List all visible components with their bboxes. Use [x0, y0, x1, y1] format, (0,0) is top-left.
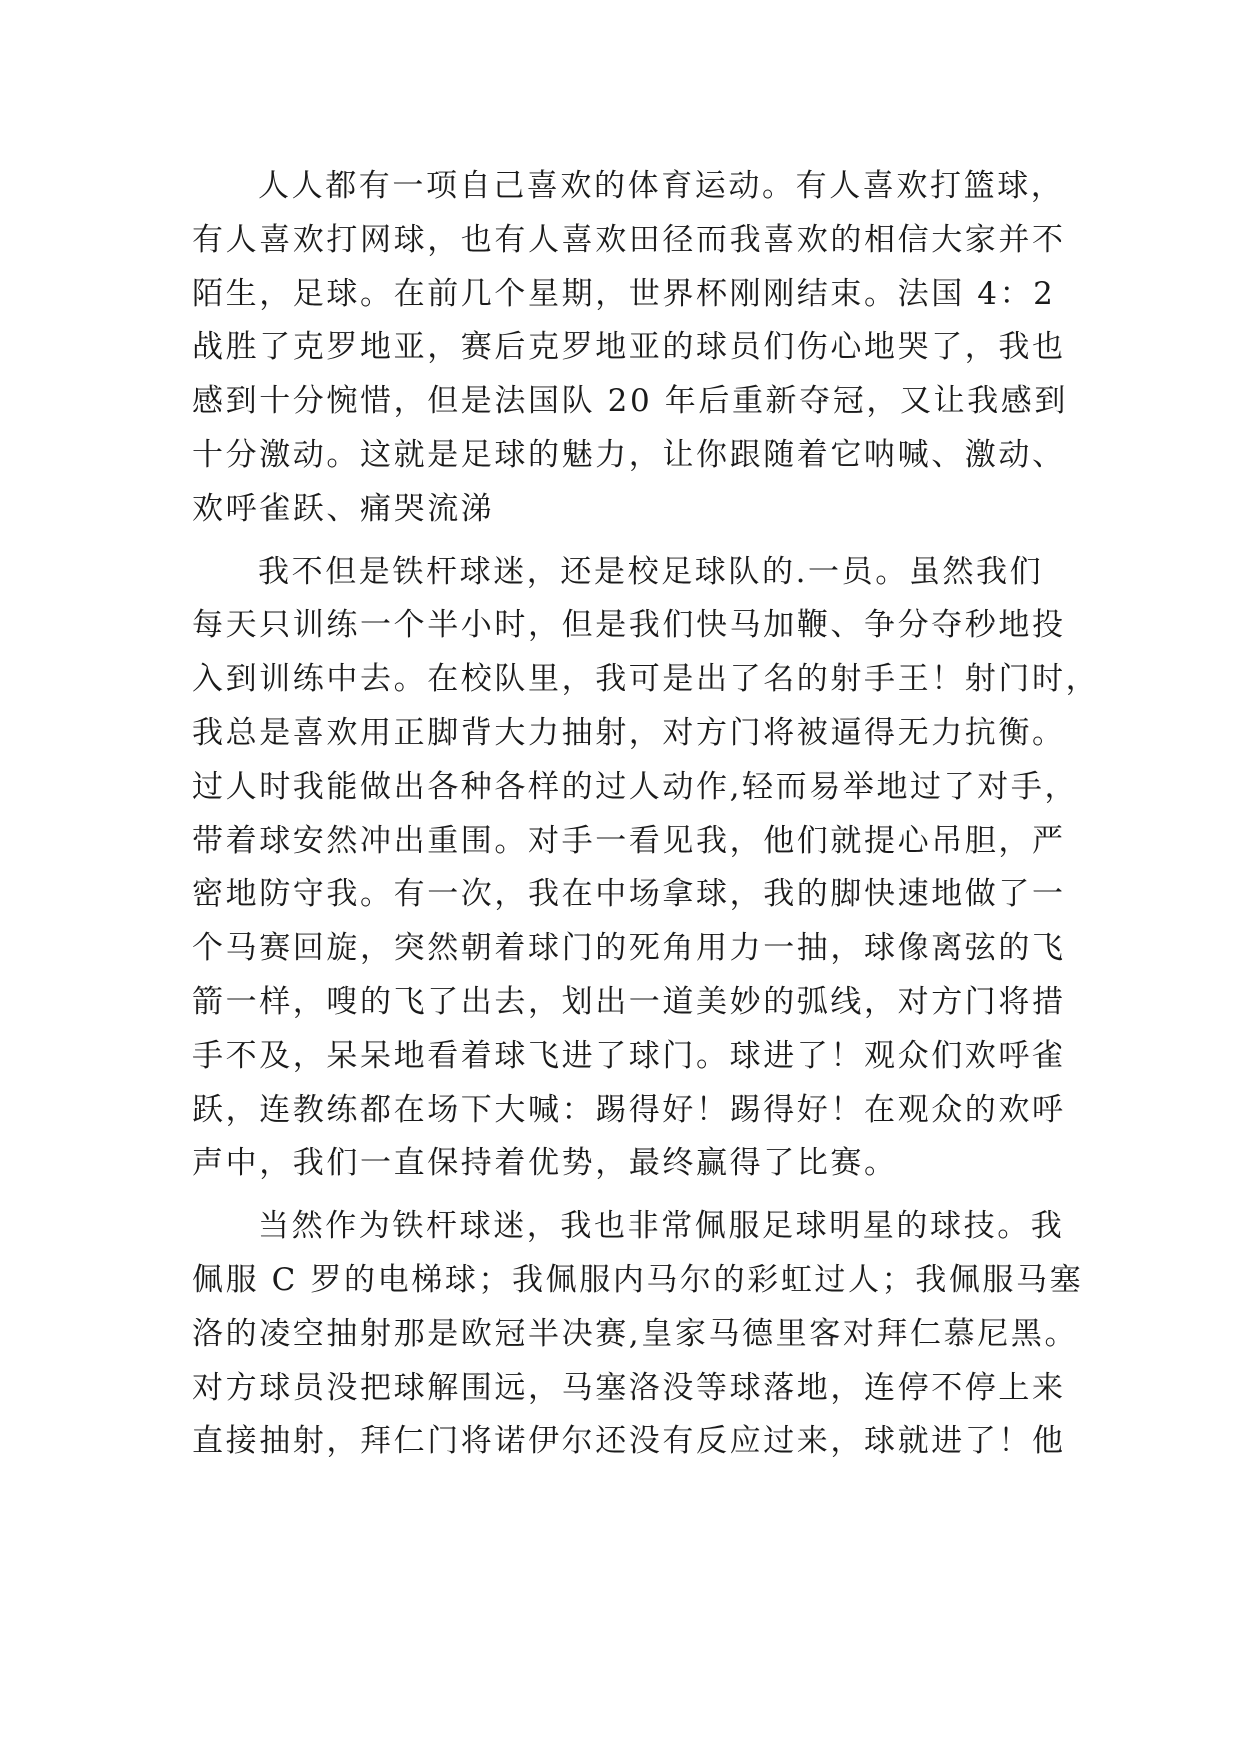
text-line: 箭一样，嗖的飞了出去，划出一道美妙的弧线，对方门将措: [192, 983, 1066, 1020]
text-line: 过人时我能做出各种各样的过人动作,轻而易举地过了对手，: [192, 768, 1079, 805]
text-line: 入到训练中去。在校队里，我可是出了名的射手王！射门时，: [192, 661, 1100, 698]
text-line: 十分激动。这就是足球的魅力，让你跟随着它呐喊、激动、: [192, 436, 1066, 473]
text-line: 当然作为铁杆球迷，我也非常佩服足球明星的球技。我: [258, 1208, 1065, 1245]
text-line: 欢呼雀跃、痛哭流涕: [192, 490, 495, 527]
text-line: 我总是喜欢用正脚背大力抽射，对方门将被逼得无力抗衡。: [192, 714, 1066, 751]
paragraph-3: [192, 1200, 1084, 1469]
text-line: 对方球员没把球解围远，马塞洛没等球落地，连停不停上来: [192, 1369, 1066, 1406]
text-line: 带着球安然冲出重围。对手一看见我，他们就提心吊胆，严: [192, 822, 1066, 859]
text-line: 有人喜欢打网球，也有人喜欢田径而我喜欢的相信大家并不: [192, 221, 1066, 258]
paragraph-2: [192, 546, 1100, 1192]
text-line: 个马赛回旋，突然朝着球门的死角用力一抽，球像离弦的飞: [192, 930, 1066, 967]
paragraph-1: [192, 160, 1068, 537]
text-line: 战胜了克罗地亚，赛后克罗地亚的球员们伤心地哭了，我也: [192, 329, 1066, 366]
text-line: 声中，我们一直保持着优势，最终赢得了比赛。: [192, 1145, 898, 1182]
text-line: 手不及，呆呆地看着球飞进了球门。球进了！观众们欢呼雀: [192, 1037, 1066, 1074]
document-body: [192, 160, 1100, 1478]
text-line: 密地防守我。有一次，我在中场拿球，我的脚快速地做了一: [192, 876, 1066, 913]
text-line: 感到十分惋惜，但是法国队 20 年后重新夺冠，又让我感到: [192, 383, 1068, 420]
text-line: 跃，连教练都在场下大喊：踢得好！踢得好！在观众的欢呼: [192, 1091, 1066, 1128]
text-line: 洛的凌空抽射那是欧冠半决赛,皇家马德里客对拜仁慕尼黑。: [192, 1315, 1079, 1352]
text-line: 每天只训练一个半小时，但是我们快马加鞭、争分夺秒地投: [192, 607, 1066, 644]
text-line: 佩服 C 罗的电梯球；我佩服内马尔的彩虹过人；我佩服马塞: [192, 1261, 1084, 1298]
text-line: 陌生，足球。在前几个星期，世界杯刚刚结束。法国 4：2: [192, 275, 1056, 312]
text-line: 我不但是铁杆球迷，还是校足球队的.一员。虽然我们: [258, 553, 1044, 590]
text-line: 直接抽射，拜仁门将诺伊尔还没有反应过来，球就进了！他: [192, 1423, 1066, 1460]
text-line: 人人都有一项自己喜欢的体育运动。有人喜欢打篮球，: [258, 168, 1065, 204]
